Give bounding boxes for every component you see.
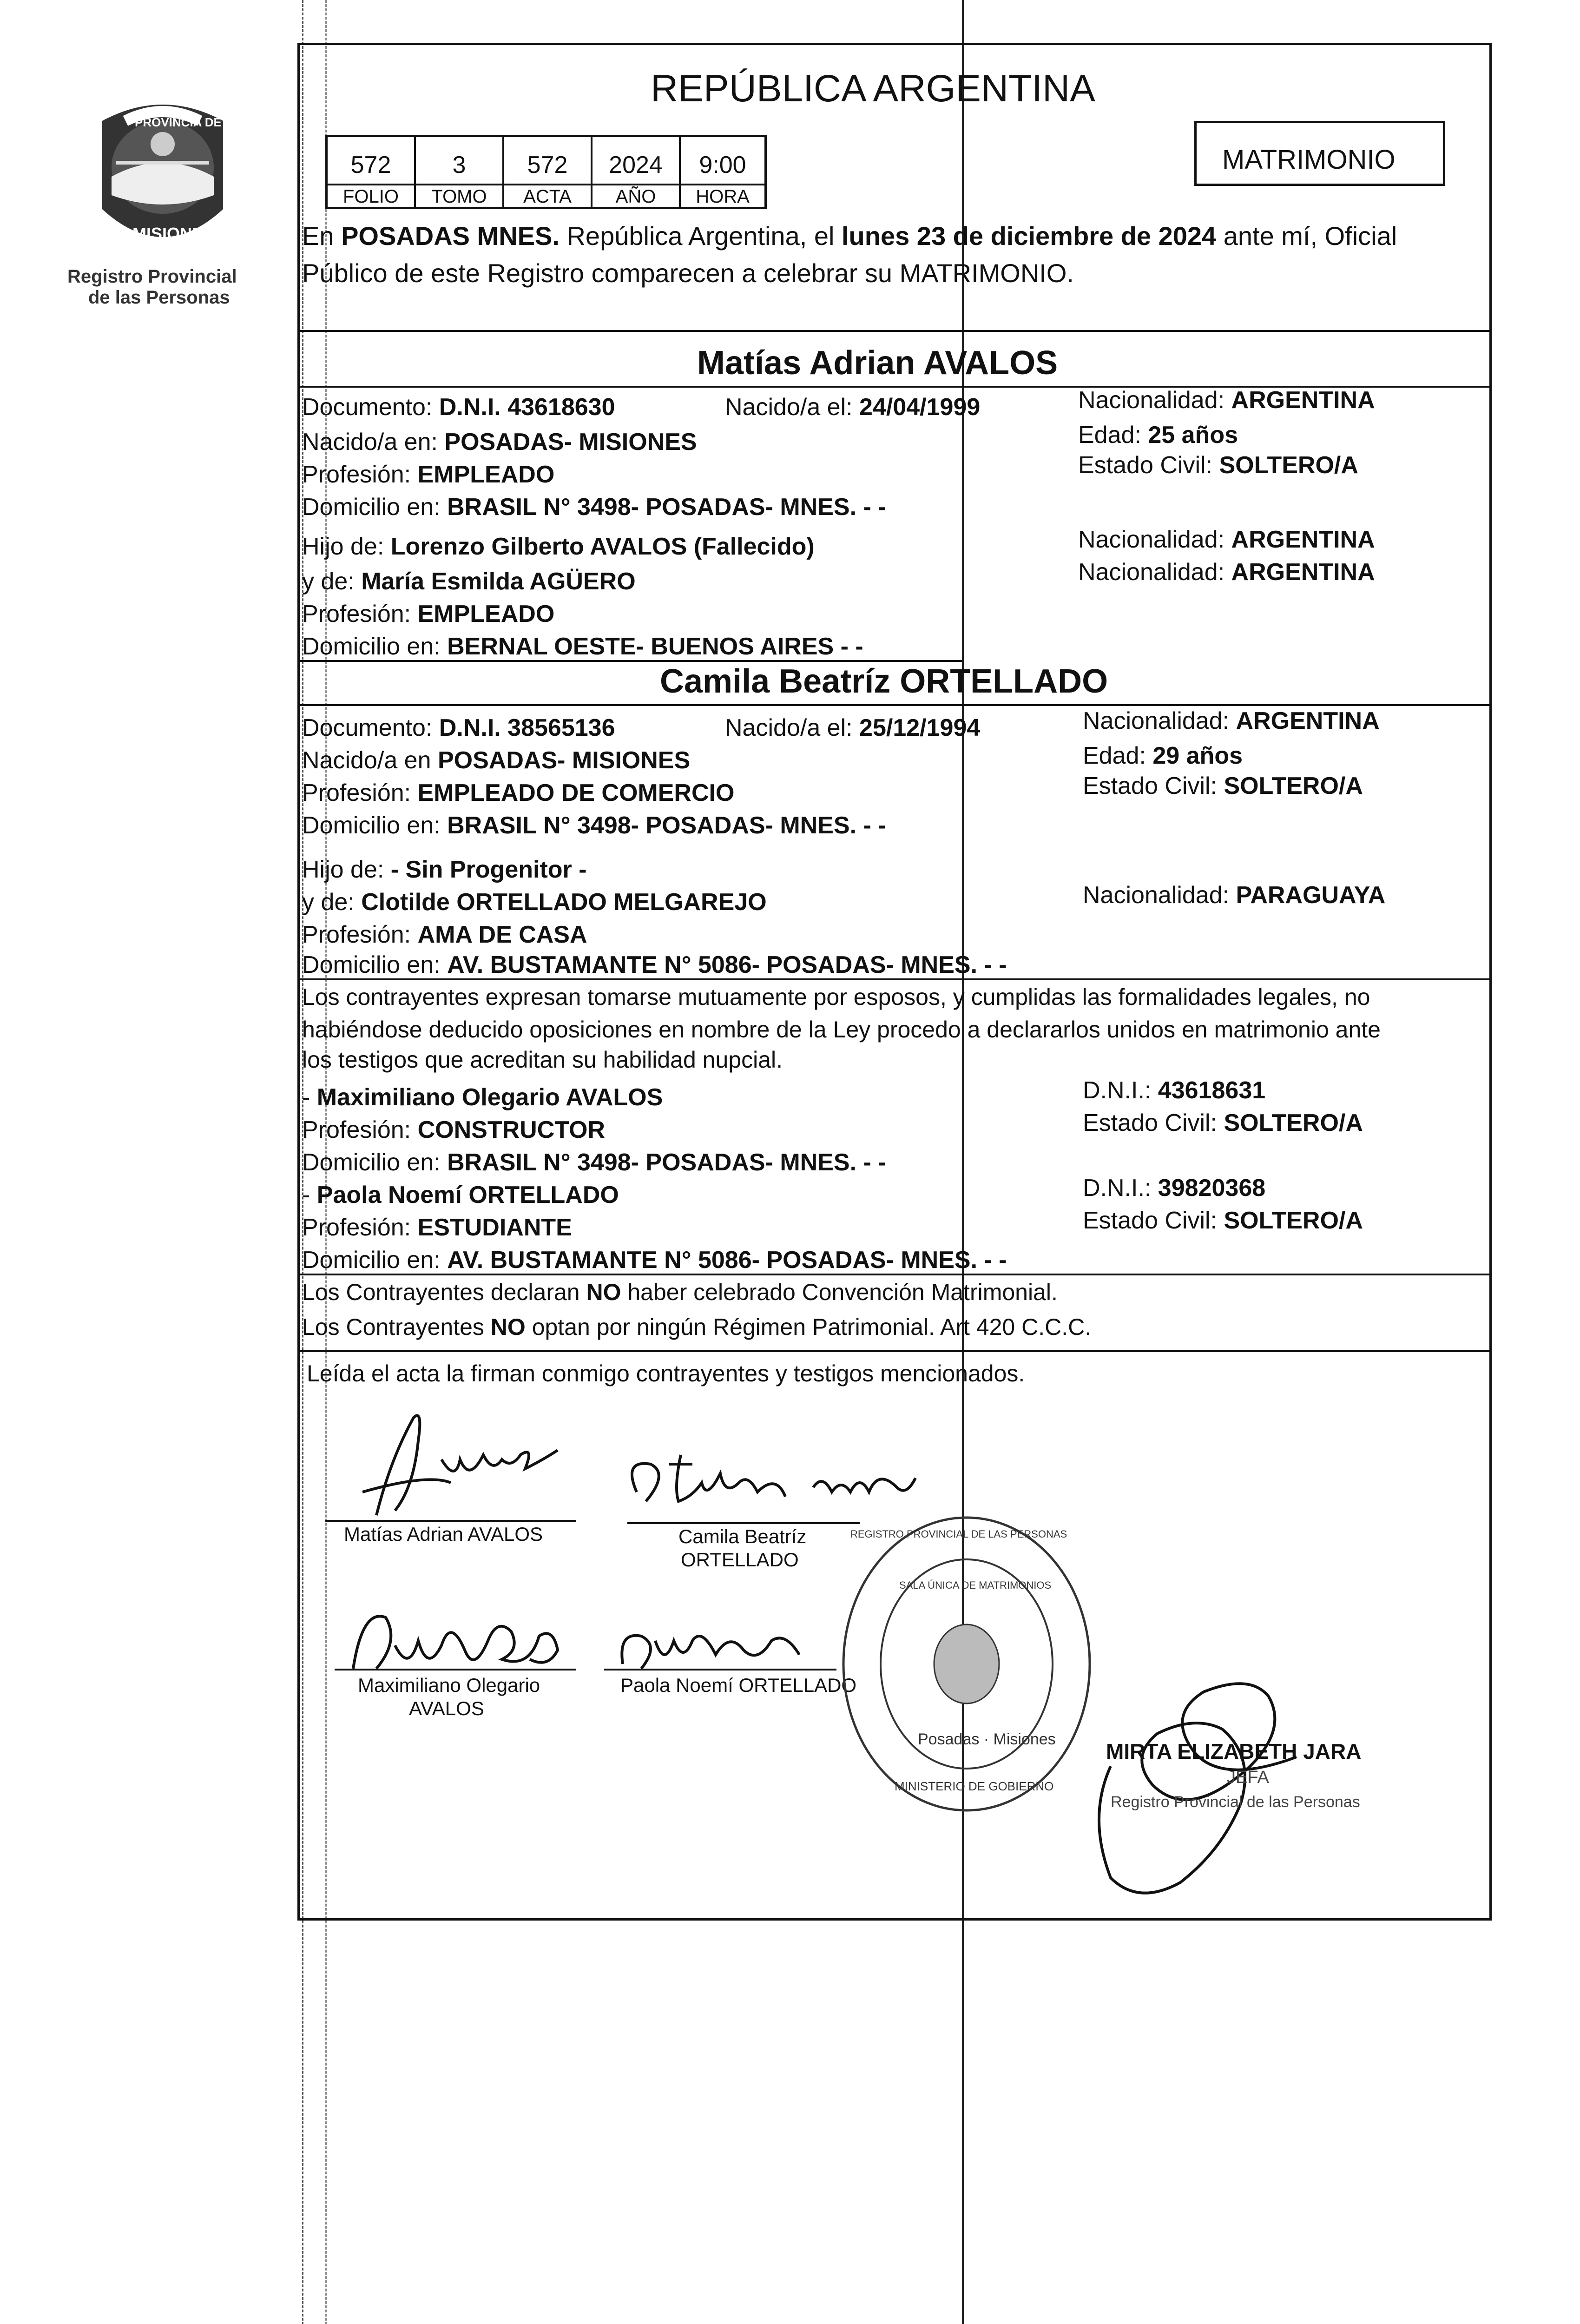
spouse2-profession: Profesión: EMPLEADO DE COMERCIO: [302, 779, 735, 806]
spouse2-address: Domicilio en: BRASIL N° 3498- POSADAS- MNES. - -: [302, 812, 886, 839]
field-tomo-value: 3: [452, 152, 466, 178]
spouse1-parent-address: Domicilio en: BERNAL OESTE- BUENOS AIRES - -: [302, 633, 863, 660]
intro-line-2: Público de este Registro comparecen a celebrar su MATRIMONIO.: [302, 258, 1074, 288]
provincial-seal: [84, 93, 242, 270]
signature-4-line: [604, 1669, 836, 1670]
seal-bottom-text: MISIONES: [132, 224, 215, 243]
spouse2-civil-status: Estado Civil: SOLTERO/A: [1083, 772, 1363, 799]
divider: [297, 1274, 1492, 1275]
spouse1-profession: Profesión: EMPLEADO: [302, 461, 555, 488]
stamp-inner-text: SALA ÚNICA DE MATRIMONIOS: [899, 1579, 1052, 1591]
witness2-civil-status: Estado Civil: SOLTERO/A: [1083, 1207, 1363, 1234]
field-acta-value: 572: [527, 152, 568, 178]
intro-city: POSADAS MNES.: [341, 221, 560, 251]
spouse2-birthdate: Nacido/a el: 25/12/1994: [725, 714, 981, 741]
intro-weekday: lunes: [841, 221, 910, 251]
field-year: [592, 137, 681, 207]
signature-1-name: Matías Adrian AVALOS: [344, 1523, 543, 1545]
seal-top-text: PROVINCIA DE: [135, 115, 222, 129]
spouse2-document: Documento: D.N.I. 38565136: [302, 714, 615, 741]
divider: [297, 978, 1492, 980]
field-hour-value: 9:00: [699, 152, 746, 178]
regime-line-1: Los Contrayentes declaran NO haber celebrado Convención Matrimonial.: [302, 1279, 1058, 1305]
witness1-address: Domicilio en: BRASIL N° 3498- POSADAS- MNES. - -: [302, 1149, 886, 1176]
spouse2-age: Edad: 29 años: [1083, 742, 1243, 769]
stamp-outer-text: REGISTRO PROVINCIAL DE LAS PERSONAS: [850, 1528, 1067, 1540]
divider: [297, 330, 1492, 332]
spouse1-birthplace: Nacido/a en: POSADAS- MISIONES: [302, 429, 697, 456]
spouse1-father: Hijo de: Lorenzo Gilberto AVALOS (Fallecido): [302, 533, 815, 560]
field-year-value: 2024: [609, 152, 663, 178]
spouse2-father: Hijo de: - Sin Progenitor -: [302, 856, 587, 883]
seal-caption-line2: de las Personas: [88, 287, 230, 308]
intro-en: En: [302, 221, 342, 251]
spouse1-mother-nationality: Nacionalidad: ARGENTINA: [1078, 559, 1375, 586]
field-acta: [504, 137, 592, 207]
field-tomo: [416, 137, 504, 207]
spouse2-name: Camila Beatríz ORTELLADO: [660, 663, 1108, 700]
signature-2-line: [627, 1522, 860, 1524]
divider: [297, 660, 962, 662]
spouse2-mother-nationality: Nacionalidad: PARAGUAYA: [1083, 882, 1386, 909]
signature-1-line: [325, 1520, 576, 1522]
spouse1-document: Documento: D.N.I. 43618630: [302, 394, 615, 421]
witness2-dni: D.N.I.: 39820368: [1083, 1175, 1266, 1202]
field-hour-label: HORA: [681, 184, 764, 210]
official-signature-icon: [1083, 1664, 1306, 1906]
intro-country: República Argentina, el: [559, 221, 842, 251]
signature-3-name-line2: AVALOS: [409, 1697, 484, 1719]
signature-2-name-line1: Camila Beatríz: [678, 1525, 807, 1547]
field-folio: [328, 137, 416, 207]
signature-2-name-line2: ORTELLADO: [681, 1549, 799, 1571]
spouse2-birthplace: Nacido/a en POSADAS- MISIONES: [302, 747, 691, 774]
spouse1-address: Domicilio en: BRASIL N° 3498- POSADAS- MNES. - -: [302, 494, 886, 521]
spouse1-age: Edad: 25 años: [1078, 422, 1238, 449]
field-tomo-label: TOMO: [416, 184, 502, 210]
official-office: Registro Provincial de las Personas: [1111, 1793, 1360, 1811]
witness1-profession: Profesión: CONSTRUCTOR: [302, 1116, 606, 1143]
declaration-line-1: Los contrayentes expresan tomarse mutuamente por esposos, y cumplidas las formalidades legales, no: [302, 984, 1370, 1010]
spouse2-parent-profession: Profesión: AMA DE CASA: [302, 921, 587, 948]
record-type-box: [1194, 121, 1445, 186]
spouse2-mother: y de: Clotilde ORTELLADO MELGAREJO: [302, 889, 767, 916]
witness1-name: - Maximiliano Olegario AVALOS: [302, 1084, 663, 1111]
divider: [297, 704, 1492, 706]
witness2-name: - Paola Noemí ORTELLADO: [302, 1182, 619, 1208]
divider: [297, 1350, 1492, 1352]
spouse1-parent-profession: Profesión: EMPLEADO: [302, 601, 555, 627]
record-type-text: MATRIMONIO: [1222, 145, 1396, 175]
spouse1-mother: y de: María Esmilda AGÜERO: [302, 568, 636, 595]
signature-3-name-line1: Maximiliano Olegario: [358, 1674, 540, 1696]
intro-date: 23 de diciembre de 2024: [909, 221, 1217, 251]
spouse1-name: Matías Adrian AVALOS: [697, 344, 1058, 382]
declaration-line-2: habiéndose deducido oposiciones en nombre de la Ley procedo a declararlos unidos en matrimonio ante: [302, 1017, 1381, 1043]
official-name: MIRTA ELIZABETH JARA: [1106, 1739, 1362, 1763]
signature-4-icon: [604, 1613, 818, 1678]
official-stamp: [836, 1511, 1097, 1817]
signature-1-icon: [335, 1404, 595, 1525]
intro-official: ante mí, Oficial: [1216, 221, 1397, 251]
field-acta-label: ACTA: [504, 184, 591, 210]
witness1-civil-status: Estado Civil: SOLTERO/A: [1083, 1109, 1363, 1136]
witness2-address: Domicilio en: AV. BUSTAMANTE N° 5086- POSADAS- MNES. - -: [302, 1247, 1007, 1274]
intro-line-1: [302, 223, 1397, 249]
field-folio-value: 572: [350, 152, 391, 178]
official-role: JEFA: [1227, 1768, 1269, 1787]
spouse2-nationality: Nacionalidad: ARGENTINA: [1083, 707, 1380, 734]
spouse2-parent-address: Domicilio en: AV. BUSTAMANTE N° 5086- POSADAS- MNES. - -: [302, 951, 1007, 978]
spouse1-birthdate: Nacido/a el: 24/04/1999: [725, 394, 981, 421]
signature-4-name: Paola Noemí ORTELLADO: [620, 1674, 857, 1696]
field-year-label: AÑO: [592, 184, 679, 210]
field-folio-label: FOLIO: [328, 184, 414, 210]
stamp-ministry-text: MINISTERIO DE GOBIERNO: [895, 1779, 1054, 1793]
spouse1-nationality: Nacionalidad: ARGENTINA: [1078, 387, 1375, 414]
spouse1-civil-status: Estado Civil: SOLTERO/A: [1078, 452, 1358, 479]
seal-caption-line1: Registro Provincial: [67, 266, 237, 287]
regime-line-2: Los Contrayentes NO optan por ningún Régimen Patrimonial. Art 420 C.C.C.: [302, 1314, 1092, 1340]
field-hour: [681, 137, 764, 207]
stamp-city-text: Posadas · Misiones: [918, 1730, 1056, 1748]
closing-text: Leída el acta la firman conmigo contrayentes y testigos mencionados.: [307, 1360, 1025, 1386]
spouse1-father-nationality: Nacionalidad: ARGENTINA: [1078, 526, 1375, 553]
signature-3-line: [335, 1669, 576, 1670]
record-fields-table: [325, 135, 767, 209]
witness2-profession: Profesión: ESTUDIANTE: [302, 1214, 572, 1241]
official-stamp-icon: [836, 1511, 1097, 1817]
witness1-dni: D.N.I.: 43618631: [1083, 1077, 1266, 1104]
signature-2-icon: [618, 1446, 943, 1520]
page-title: REPÚBLICA ARGENTINA: [651, 67, 1095, 110]
declaration-line-3: los testigos que acreditan su habilidad nupcial.: [302, 1047, 783, 1073]
